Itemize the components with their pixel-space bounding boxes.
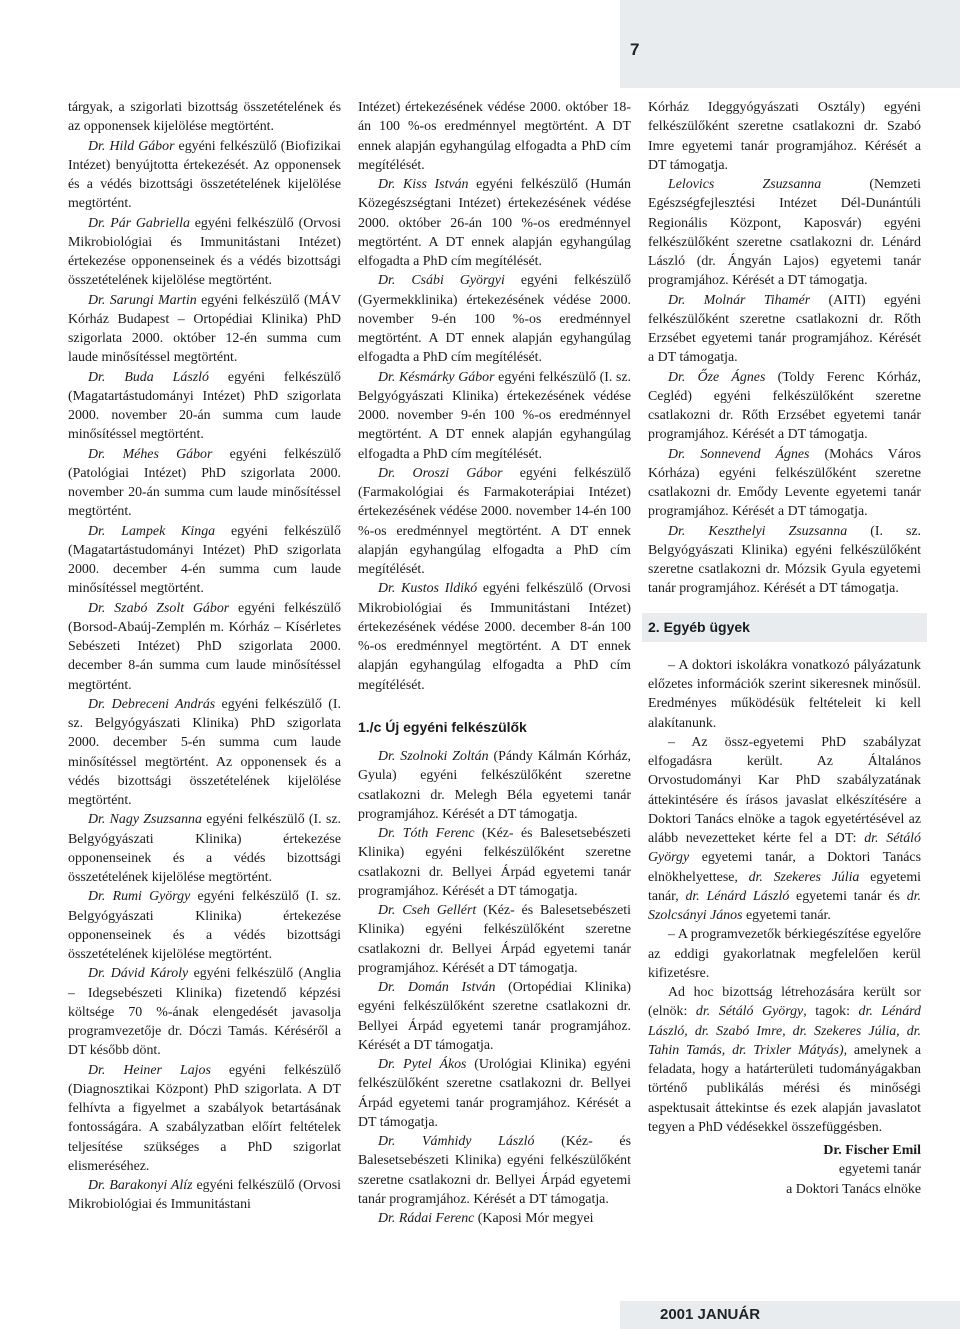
paragraph	[358, 368, 631, 464]
column-2-part-a	[358, 98, 631, 695]
person-name: Dr. Nagy Zsuzsanna	[88, 812, 202, 828]
person-name: Dr. Kustos Ildikó	[378, 581, 478, 597]
paragraph	[68, 695, 341, 811]
paragraph	[648, 983, 921, 1137]
footer-date: 2001 JANUÁR	[660, 1306, 761, 1323]
paragraph-text: egyéni felkészülő (Borsod-Abaúj-Zemplén m. Kórház – Kísérletes Sebészeti Intézet) PhD szigorlata 2000. december 8-án summa cum laude minősítéssel megtörtént.	[68, 600, 341, 693]
paragraph	[358, 464, 631, 580]
paragraph	[648, 656, 921, 733]
person-name: Dr. Méhes Gábor	[88, 446, 213, 462]
paragraph	[68, 291, 341, 368]
signature-role-2: a Doktori Tanács elnöke	[786, 1181, 921, 1197]
person-name: Dr. Keszthelyi Zsuzsanna	[668, 523, 848, 539]
paragraph-text: Kórház Ideggyógyászati Osztály) egyéni felkészülőként szeretne csatlakozni dr. Szabó Imre egyetemi tanár programjához. Kérését a DT támogatja.	[648, 100, 921, 173]
paragraph-text: (Kéz- és Balesetsebészeti Klinika) egyéni felkészülőként szeretne csatlakozni dr. Bellyei Árpád egyetemi tanár programjához. Kérését a DT támogatja.	[358, 826, 631, 899]
paragraph-text: egyéni felkészülő (Orvosi Mikrobiológiai és Immunitástani Intézet) értekezése opponenseinek és a védés bizottsági összetételének kijelölése megtörtént.	[68, 215, 342, 289]
paragraph-text: egyetemi tanár és	[789, 888, 907, 904]
paragraph-text: egyéni felkészülő (Magatartástudományi Intézet) PhD szigorlata 2000. december 4-én summa cum laude minősítéssel megtörtént.	[68, 523, 341, 597]
person-name: Dr. Pytel Ákos	[378, 1057, 467, 1072]
column-3-part-a	[648, 98, 921, 599]
paragraph	[648, 445, 921, 522]
paragraph	[68, 368, 341, 445]
paragraph	[648, 733, 921, 926]
paragraph	[358, 579, 631, 695]
person-name: dr. Lénárd László	[685, 888, 790, 904]
paragraph-text: egyéni felkészülő (Gyermekklinika) értekezésének védése 2000. november 9-én 100 %-os eredménnyel megtörtént. A DT ennek alapján egyhangúlag elfogadta a PhD cím megítélését.	[358, 273, 631, 366]
paragraph	[68, 1061, 341, 1177]
paragraph-text: egyetemi tanár,	[648, 869, 922, 904]
paragraph-text: (I. sz. Belgyógyászati Klinika) egyéni felkészülőként szeretne csatlakozni dr. Mózsik Gyula egyetemi tanár programjához. Kérését a DT támogatja.	[648, 523, 921, 597]
paragraph	[358, 271, 631, 367]
person-name: dr. Lénárd László, dr. Szabó Imre, dr. Szekeres Júlia, dr. Tahin Tamás, dr. Trixler Mátyás),	[648, 1004, 921, 1058]
paragraph-text: egyéni felkészülő (Patológiai Intézet) PhD szigorlata 2000. november 20-án summa cum laude minősítéssel megtörtént.	[68, 446, 341, 520]
paragraph	[358, 747, 631, 824]
paragraph	[68, 1176, 341, 1215]
paragraph-text: (Nemzeti Egészségfejlesztési Intézet Dél-Dunántúli Regionális Központ, Kaposvár) egyéni felkészülőként szeretne csatlakozni dr. Lénárd László (dr. Ángyán Lajos) egyetemi tanár programjához. Kérését a DT támogatja.	[648, 177, 921, 289]
signature-role-1: egyetemi tanár	[838, 1162, 921, 1178]
paragraph-text: (Kéz- és Balesetsebészeti Klinika) egyéni felkészülőként szeretne csatlakozni dr. Bellyei Árpád egyetemi tanár programjához. Kérését a DT támogatja.	[358, 903, 631, 976]
paragraph-text: (Pándy Kálmán Kórház, Gyula) egyéni felkészülőként szeretne csatlakozni dr. Melegh Béla egyetemi tanár programjához. Kérését a DT támogatja.	[358, 749, 631, 822]
paragraph	[358, 1132, 631, 1209]
person-name: Dr. Dávid Károly	[88, 966, 189, 982]
section-2-heading: 2. Egyéb ügyek	[642, 613, 927, 642]
paragraph	[648, 368, 921, 445]
paragraph	[68, 98, 341, 137]
paragraph-text: egyéni felkészülő (I. sz. Belgyógyászati Klinika) értekezésének védése 2000. november 9-én 100 %-os eredménnyel megtörtént. A DT ennek alapján egyhangúlag elfogadta a PhD cím megítélését.	[358, 369, 631, 462]
paragraph	[68, 810, 341, 887]
column-2	[358, 98, 631, 1228]
person-name: dr. Sétáló György	[695, 1004, 804, 1020]
person-name: Dr. Molnár Tihamér	[668, 292, 811, 308]
paragraph-text: – A doktori iskolákra vonatkozó pályázatunk előzetes információk szerint sikeresnek minősül. Eredményes működésük feltételeit ki kell alakítanunk.	[648, 657, 921, 731]
paragraph	[648, 522, 921, 599]
paragraph	[68, 522, 341, 599]
person-name: Dr. Tóth Ferenc	[378, 826, 475, 841]
person-name: Dr. Rumi György	[88, 889, 191, 905]
person-name: Dr. Oroszi Gábor	[378, 465, 503, 481]
paragraph-text: egyéni felkészülő (Farmakológiai és Farmakoterápiai Intézet) értekezésének védése 2000. november 14-én 100 %-os eredménnyel megtörtént. A DT ennek alapján egyhangúlag elfogadta a PhD cím megítélését.	[358, 465, 631, 577]
paragraph-text: tárgyak, a szigorlati bizottság összetételének és az opponensek kijelölése megtörtént.	[68, 100, 341, 135]
paragraph-text: egyéni felkészülő (Anglia – Idegsebészeti Klinika) fizetendő képzési költsége 70 %-ának elengedését javasolja programvezetője dr. Dóczi Tamás. Kéréséről a DT később dönt.	[68, 966, 341, 1059]
page-number-box	[620, 0, 960, 88]
paragraph-text: (Ortopédiai Klinika) egyéni felkészülőként szeretne csatlakozni dr. Bellyei Árpád egyetemi tanár programjához. Kérését a DT támogatja.	[358, 980, 631, 1053]
person-name: dr. Szolcsányi János	[648, 888, 921, 923]
paragraph-text: (Kéz- és Balesetsebészeti Klinika) egyéni felkészülőként szeretne csatlakozni dr. Bellyei Árpád egyetemi tanár programjához. Kérését a DT támogatja.	[358, 1134, 631, 1207]
paragraph-text: , tagok:	[803, 1004, 859, 1020]
paragraph	[68, 137, 341, 214]
paragraph-text: egyéni felkészülő (I. sz. Belgyógyászati Klinika) PhD szigorlata 2000. december 5-én summa cum laude minősítéssel megtörtént. Az opponensek és a védés bizottsági összetételének kijelölése megtörtént.	[68, 696, 341, 808]
paragraph	[358, 901, 631, 978]
paragraph-text: egyetemi tanár, a Doktori Tanács elnökhelyettese,	[648, 850, 921, 885]
paragraph-text: egyetemi tanár.	[742, 908, 831, 923]
paragraph	[68, 445, 341, 522]
paragraph	[68, 887, 341, 964]
paragraph-text: egyéni felkészülő (Orvosi Mikrobiológiai és Immunitástani Intézet) értekezésének védése 2000. december 8-án 100 %-os eredménnyel megtörtént. A DT ennek alapján egyhangúlag elfogadta a PhD cím megítélését.	[358, 581, 631, 693]
paragraph	[358, 1055, 631, 1132]
person-name: dr. Szekeres Júlia	[748, 869, 860, 885]
paragraph-text: egyéni felkészülő (Orvosi Mikrobiológiai és Immunitástani	[68, 1178, 341, 1213]
person-name: Dr. Debreceni András	[88, 696, 216, 712]
paragraph-text: (Toldy Ferenc Kórház, Cegléd) egyéni felkészülőként szeretne csatlakozni dr. Rőth Erzsébet egyetemi tanár programjához. Kérését a DT támogatja.	[648, 369, 921, 443]
paragraph	[648, 925, 921, 983]
person-name: Dr. Sonnevend Ágnes	[668, 446, 810, 462]
person-name: Dr. Hild Gábor	[88, 138, 175, 154]
paragraph-text: – A programvezetők bérkiegészítése egyelőre az eddigi gyakorlatnak megfelelően kerül kifizetésre.	[648, 927, 921, 981]
paragraph-text: egyéni felkészülő (MÁV Kórház Budapest – Ortopédiai Klinika) PhD szigorlata 2000. október 12-én summa cum laude minősítéssel megtörtént.	[68, 292, 341, 366]
person-name: Dr. Őze Ágnes	[668, 369, 766, 385]
person-name: Dr. Domán István	[378, 980, 496, 995]
paragraph-text: amelynek a feladata, hogy a határterületi tudományágakban történő publikálás mérési és minőségi aspektusait áttekintse és ezek alapján javaslatot tegyen a PhD védésekkel összefüggésben.	[648, 1042, 921, 1135]
paragraph-text: (Urológiai Klinika) egyéni felkészülőként szeretne csatlakozni dr. Bellyei Árpád egyetemi tanár programjához. Kérését a DT támogatja.	[358, 1057, 631, 1130]
paragraph	[358, 824, 631, 901]
person-name: Dr. Buda László	[88, 369, 209, 385]
paragraph	[358, 175, 631, 271]
column-3-part-b	[648, 656, 921, 1137]
paragraph	[358, 978, 631, 1055]
person-name: Dr. Lampek Kinga	[88, 523, 216, 539]
person-name: Dr. Sarungi Martin	[88, 292, 197, 308]
paragraph	[358, 1209, 631, 1228]
paragraph-text: Intézet) értekezésének védése 2000. október 18-án 100 %-os eredménnyel megtörtént. A DT ennek alapján egyhangúlag elfogadta a PhD cím megítélését.	[358, 100, 631, 173]
page-number: 7	[630, 40, 640, 59]
paragraph-text: – Az össz-egyetemi PhD szabályzat elfogadásra került. Az Általános Orvostudományi Kar PhD szabályzatának áttekintésére és írásos javaslat elkészítésére a Doktori Tanács elnöke a tagok egyetértésével az alább nevezetteket kérte fel a DT:	[648, 734, 921, 846]
paragraph-text: egyéni felkészülő (Diagnosztikai Központ) PhD szigorlata. A DT felhívta a figyelmet a szabályok betartásának fontosságára. A szabályzatban előírt feltételek teljesítése szükséges a PhD szigorlat elismeréséhez.	[68, 1062, 341, 1174]
person-name: Dr. Szabó Zsolt Gábor	[88, 600, 230, 616]
paragraph-text: Ad hoc bizottság létrehozására került sor (elnök:	[648, 985, 921, 1020]
paragraph-text: egyéni felkészülő (I. sz. Belgyógyászati Klinika) értekezése opponenseinek és a védés bizottsági összetételének kijelölése megtörtént.	[68, 812, 341, 885]
person-name: Dr. Kiss István	[378, 177, 469, 192]
signature-name: Dr. Fischer Emil	[823, 1143, 921, 1158]
column-2-part-b	[358, 747, 631, 1228]
paragraph	[358, 98, 631, 175]
paragraph	[68, 964, 341, 1060]
paragraph	[68, 599, 341, 695]
person-name: Lelovics Zsuzsanna	[668, 177, 822, 192]
paragraph-text: (AITI) egyéni felkészülőként szeretne csatlakozni dr. Rőth Erzsébet egyetemi tanár programjához. Kérését a DT támogatja.	[648, 292, 921, 366]
paragraph	[68, 214, 341, 291]
person-name: Dr. Barakonyi Alíz	[88, 1178, 193, 1193]
paragraph-text: egyéni felkészülő (Magatartástudományi Intézet) PhD szigorlata 2000. november 20-án summa cum laude minősítéssel megtörtént.	[68, 369, 341, 443]
column-1	[68, 98, 341, 1215]
person-name: Dr. Rádai Ferenc	[378, 1211, 475, 1226]
column-3	[648, 98, 921, 1199]
paragraph-text: egyéni felkészülő (Humán Közegészségtani Intézet) értekezésének védése 2000. október 26-án 100 %-os eredménnyel megtörtént. A DT ennek alapján egyhangúlag elfogadta a PhD cím megítélését.	[358, 177, 631, 269]
person-name: Dr. Szolnoki Zoltán	[378, 749, 489, 764]
paragraph-text: (Mohács Város Kórháza) egyéni felkészülőként szeretne csatlakozni dr. Emődy Levente egyetemi tanár programjához. Kérését a DT támogatja.	[648, 446, 921, 520]
signature-block	[648, 1141, 921, 1199]
paragraph-text: (Kaposi Mór megyei	[474, 1211, 594, 1226]
person-name: dr. Sétáló György	[648, 831, 921, 866]
person-name: Dr. Csábi Györgyi	[378, 273, 505, 289]
paragraph-text: egyéni felkészülő (I. sz. Belgyógyászati Klinika) értekezése opponenseinek és a védés bizottsági összetételének kijelölése megtörtént.	[68, 889, 341, 962]
person-name: Dr. Pár Gabriella	[88, 215, 190, 231]
paragraph	[648, 291, 921, 368]
paragraph	[648, 98, 921, 175]
person-name: Dr. Cseh Gellért	[378, 903, 477, 918]
section-1c-heading: 1./c Új egyéni felkészülők	[358, 718, 527, 735]
paragraph	[648, 175, 921, 291]
footer-box	[620, 1301, 960, 1329]
paragraph-text: egyéni felkészülő (Biofizikai Intézet) benyújtotta értekezését. Az opponensek és a védés bizottsági összetételének kijelölése megtörtént.	[68, 138, 341, 212]
person-name: Dr. Késmárky Gábor	[378, 369, 495, 385]
person-name: Dr. Heiner Lajos	[88, 1062, 211, 1078]
person-name: Dr. Vámhidy László	[378, 1134, 535, 1149]
